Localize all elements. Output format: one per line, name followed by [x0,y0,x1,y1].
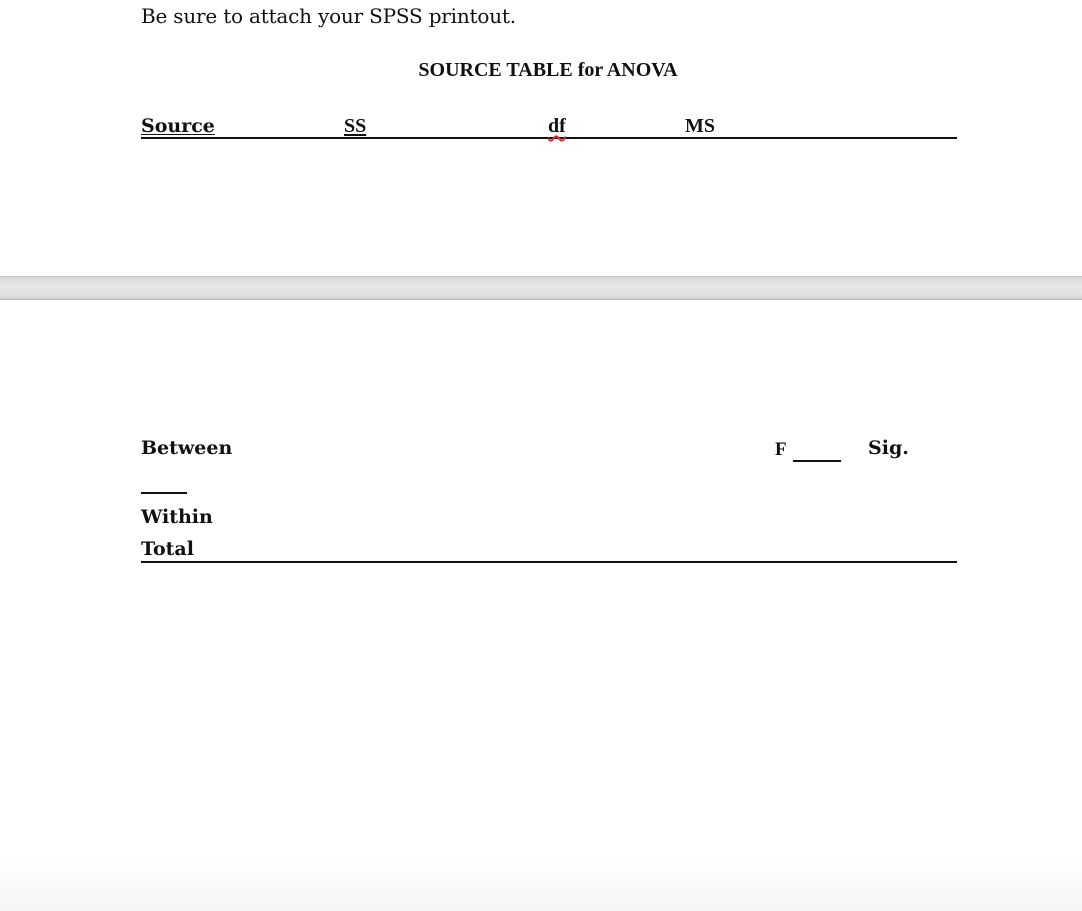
page-break-gap [0,276,1082,300]
column-header-ss: SS [344,115,367,137]
column-header-source: Source [141,115,215,137]
instruction-text: Be sure to attach your SPSS printout. [141,4,516,28]
row-label-within: Within [141,506,213,528]
document-page-1 [0,0,1082,276]
f-blank-line [793,460,841,462]
table-header-row [141,115,957,139]
f-statistic-label: F [775,439,787,460]
table-title: SOURCE TABLE for ANOVA [418,59,678,81]
table-total-row [141,538,957,563]
document-page-2 [0,300,1082,911]
sig-label: Sig. [868,437,909,459]
column-header-ms: MS [685,115,715,137]
row-label-total: Total [141,538,194,560]
row-label-between: Between [141,437,233,459]
column-header-df: df [548,115,566,137]
sig-blank-line [141,492,187,494]
